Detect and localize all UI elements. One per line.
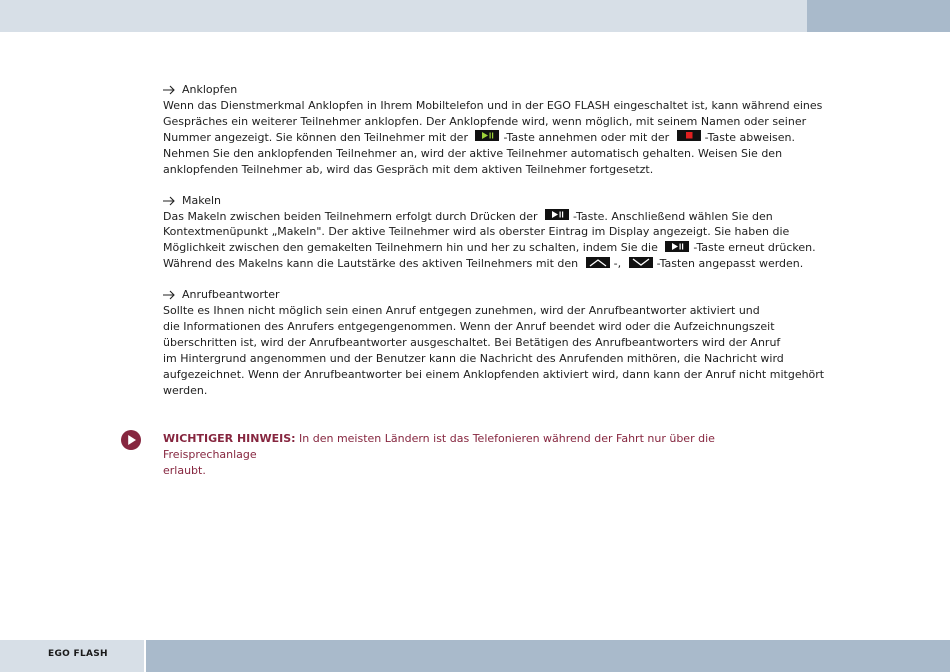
arrow-right-icon xyxy=(163,85,176,95)
text-line: Kontextmenüpunkt „Makeln". Der aktive Teilnehmer wird als oberster Eintrag im Display angezeigt. Sie haben die xyxy=(163,225,790,239)
header-band xyxy=(0,0,807,32)
play-pause-key-icon xyxy=(665,241,689,252)
section-heading xyxy=(163,193,793,209)
paragraph xyxy=(163,98,823,178)
notice-play-icon xyxy=(121,430,141,450)
notice-label: WICHTIGER HINWEIS: xyxy=(163,432,296,445)
paragraph xyxy=(163,303,825,398)
text-line: -Taste abweisen. xyxy=(704,130,796,144)
text-line: die Informationen des Anrufers entgegengenommen. Wenn der Anruf beendet wird oder die Aufzeichnungszeit xyxy=(163,320,775,334)
section-heading xyxy=(163,287,793,303)
section-anklopfen xyxy=(163,82,823,178)
section-makeln xyxy=(163,193,816,273)
text-line: anklopfenden Teilnehmer ab, wird das Gespräch mit dem aktiven Teilnehmer fortgesetzt. xyxy=(163,162,654,176)
text-line: -, xyxy=(613,257,625,271)
section-anrufbeantworter xyxy=(163,287,825,398)
heading-text: Anklopfen xyxy=(182,83,238,96)
text-line: -Tasten angepasst werden. xyxy=(656,257,804,271)
notice-line: erlaubt. xyxy=(163,463,206,477)
text-line: Das Makeln zwischen beiden Teilnehmern erfolgt durch Drücken der xyxy=(163,209,541,223)
heading-text: Anrufbeantworter xyxy=(182,288,280,302)
notice-text xyxy=(163,431,793,479)
arrow-right-icon xyxy=(163,290,176,300)
text-line: aufgezeichnet. Wenn der Anrufbeantworter bei einem Anklopfenden aktiviert wird, dann kann der Anruf nicht mitgehört xyxy=(163,367,825,381)
text-line: im Hintergrund angenommen und der Benutzer kann die Nachricht des Anrufenden mithören, die Nachricht wird xyxy=(163,351,784,365)
text-line: -Taste annehmen oder mit der xyxy=(503,130,673,144)
volume-down-key-icon xyxy=(629,257,653,268)
footer-title: EGO FLASH xyxy=(48,649,108,659)
text-line: Wenn das Dienstmerkmal Anklopfen in Ihrem Mobiltelefon und in der EGO FLASH eingeschaltet ist, kann während eines xyxy=(163,99,823,112)
arrow-right-icon xyxy=(163,196,176,206)
notice-line: In den meisten Ländern ist das Telefonieren während der Fahrt nur über die Freisprechanlage xyxy=(163,432,715,461)
text-line: -Taste. Anschließend wählen Sie den xyxy=(573,209,773,223)
text-line: -Taste erneut drücken. xyxy=(693,241,816,255)
text-line: überschritten ist, wird der Anrufbeantworter ausgeschaltet. Bei Betätigen des Anrufbeantworters wird der Anruf xyxy=(163,335,781,349)
document-body xyxy=(163,82,825,414)
section-heading xyxy=(163,82,793,98)
end-call-key-icon xyxy=(677,130,701,141)
text-line: Während des Makelns kann die Lautstärke des aktiven Teilnehmers mit den xyxy=(163,257,582,271)
text-line: Gespräches ein weiterer Teilnehmer anklopfen. Der Anklopfende wird, wenn möglich, mit seinem Namen oder seiner xyxy=(163,114,807,128)
text-line: werden. xyxy=(163,383,208,397)
heading-text: Makeln xyxy=(182,193,222,207)
volume-up-key-icon xyxy=(586,257,610,268)
paragraph xyxy=(163,209,816,273)
text-line: Möglichkeit zwischen den gemakelten Teilnehmern hin und her zu schalten, indem Sie die xyxy=(163,241,662,255)
footer-band-accent xyxy=(146,640,950,672)
play-pause-key-icon xyxy=(475,130,499,141)
text-line: Sollte es Ihnen nicht möglich sein einen Anruf entgegen zunehmen, wird der Anrufbeantworter aktiviert und xyxy=(163,304,760,318)
play-pause-key-icon xyxy=(545,209,569,220)
text-line: Nummer angezeigt. Sie können den Teilnehmer mit der xyxy=(163,130,472,144)
text-line: Nehmen Sie den anklopfenden Teilnehmer an, wird der aktive Teilnehmer automatisch gehalten. Weisen Sie den xyxy=(163,146,783,160)
header-band-accent xyxy=(807,0,950,32)
